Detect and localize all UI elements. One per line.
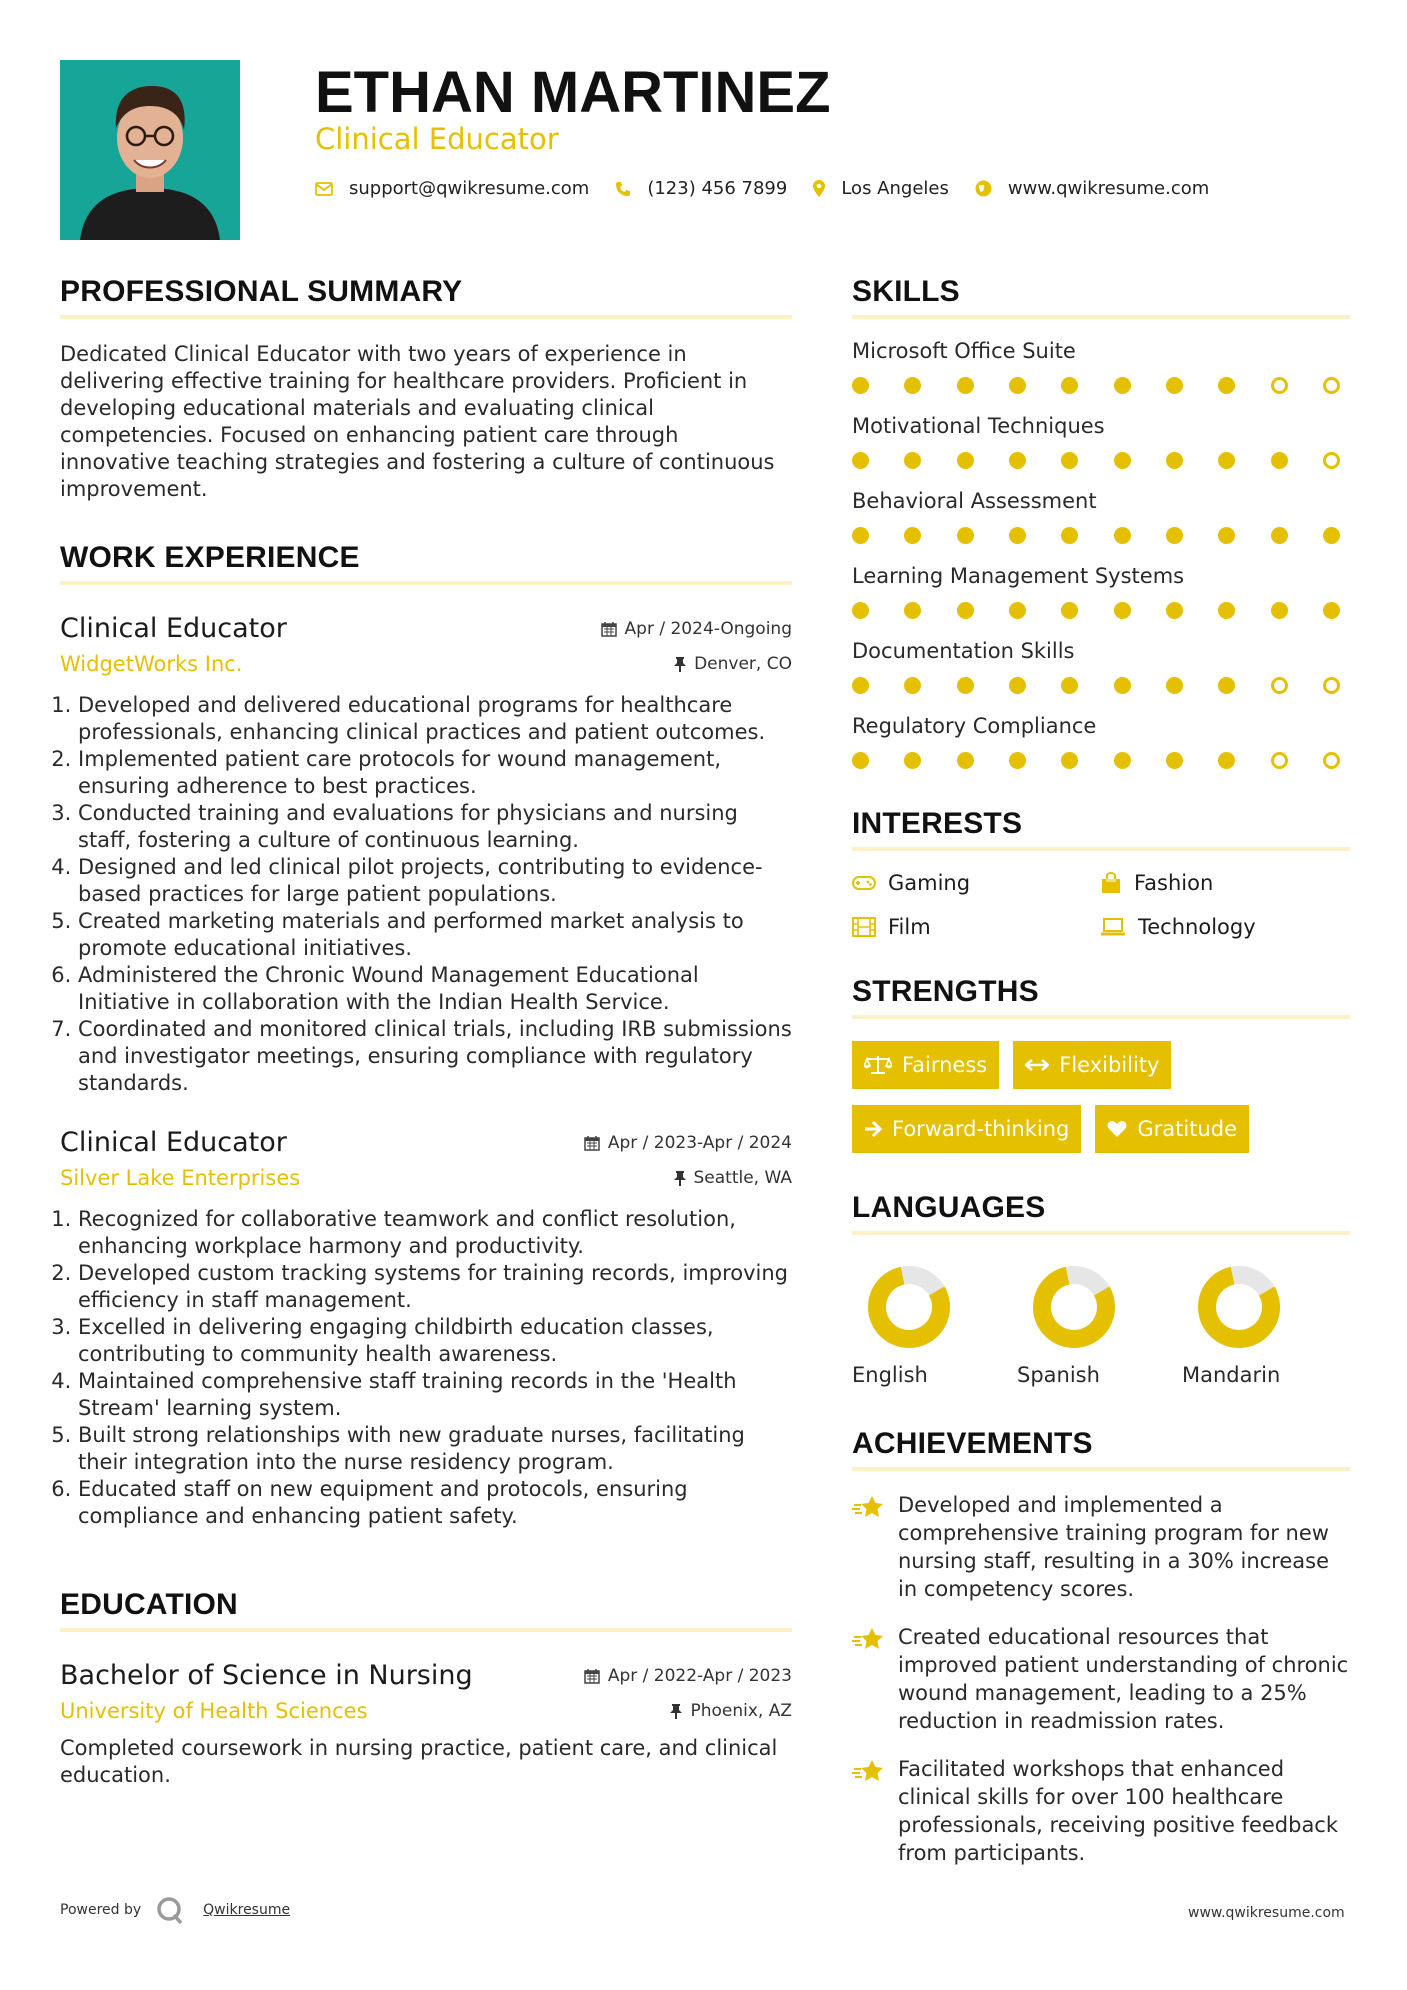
rating-dot-filled [1114, 377, 1131, 394]
rating-dot-filled [1218, 377, 1235, 394]
achievements-heading: ACHIEVEMENTS [852, 1427, 1350, 1471]
rating-dot-filled [1114, 677, 1131, 694]
pushpin-icon [674, 657, 686, 672]
list-item: 3. Conducted training and evaluations for physicians and nursing staff, fostering a culture of continuous learning. [78, 800, 792, 854]
job-title: Clinical Educator [60, 1127, 287, 1158]
arrow-right-icon [864, 1120, 882, 1138]
footer-powered-by [60, 1896, 290, 1924]
interests-heading: INTERESTS [852, 807, 1350, 851]
envelope-icon [315, 182, 333, 196]
job-date-text: Apr / 2024-Ongoing [624, 618, 792, 639]
skill-name: Documentation Skills [852, 639, 1075, 663]
skill-name: Regulatory Compliance [852, 714, 1097, 738]
rating-dot-filled [852, 677, 869, 694]
language-donut [867, 1265, 951, 1349]
skill-item [852, 639, 1350, 694]
rating-dot-filled [852, 527, 869, 544]
list-item: 7. Coordinated and monitored clinical trials, including IRB submissions and investigator meetings, ensuring compliance with regulatory standards. [78, 1016, 792, 1097]
list-item: 6. Administered the Chronic Wound Management Educational Initiative in collaboration with the Indian Health Service. [78, 962, 792, 1016]
rating-dot-filled [1061, 677, 1078, 694]
rating-dot-filled [1323, 602, 1340, 619]
skills-list [852, 339, 1350, 769]
skill-name: Motivational Techniques [852, 414, 1105, 438]
education-date [584, 1666, 792, 1686]
strengths-badges [852, 1041, 1350, 1169]
list-item: 6. Educated staff on new equipment and protocols, ensuring compliance and enhancing patient safety. [78, 1476, 792, 1530]
rating-dot-filled [904, 527, 921, 544]
candidate-name: ETHAN MARTINEZ [315, 60, 831, 125]
rating-dot-filled [852, 377, 869, 394]
map-marker-icon [813, 180, 825, 197]
strength-badge [1013, 1041, 1171, 1089]
interest-label: Technology [1138, 915, 1256, 939]
rating-dot-filled [1061, 377, 1078, 394]
skill-name: Learning Management Systems [852, 564, 1185, 588]
rating-dot-filled [957, 752, 974, 769]
interest-technology [1100, 915, 1340, 939]
strength-badge [1095, 1105, 1249, 1153]
language-item [852, 1265, 1017, 1387]
pushpin-icon [674, 1171, 686, 1186]
contact-email[interactable] [315, 178, 589, 199]
job-location [674, 654, 792, 674]
skill-item [852, 339, 1350, 394]
job-date [584, 1133, 792, 1153]
contact-phone-text: (123) 456 7899 [647, 178, 788, 199]
job-company: WidgetWorks Inc. [60, 652, 243, 676]
rating-dot-filled [1218, 677, 1235, 694]
rating-dot-filled [1271, 452, 1288, 469]
interest-gaming [852, 871, 1100, 895]
achievement-text: Facilitated workshops that enhanced clinical skills for over 100 healthcare professionals, receiving positive feedback from participants. [898, 1757, 1339, 1865]
rating-dot-filled [1166, 752, 1183, 769]
gamepad-icon [852, 875, 876, 891]
rating-dot-filled [1218, 452, 1235, 469]
strength-label: Flexibility [1059, 1053, 1160, 1077]
experience-heading: WORK EXPERIENCE [60, 541, 792, 585]
rating-dot-filled [904, 452, 921, 469]
list-item: 4. Designed and led clinical pilot projects, contributing to evidence-based practices for large patient populations. [78, 854, 792, 908]
rating-dot-empty [1271, 752, 1288, 769]
rating-dot-filled [1009, 452, 1026, 469]
interest-fashion [1100, 871, 1340, 895]
rating-dot-filled [957, 452, 974, 469]
rating-dot-empty [1323, 377, 1340, 394]
star-trophy-icon [852, 1495, 886, 1521]
list-item: 5. Built strong relationships with new graduate nurses, facilitating their integration into the nurse residency program. [78, 1422, 792, 1476]
interests-grid [852, 871, 1350, 939]
rating-dot-filled [852, 602, 869, 619]
languages-list [852, 1265, 1350, 1387]
heart-icon [1107, 1120, 1127, 1138]
rating-dot-filled [1061, 752, 1078, 769]
contact-website[interactable] [975, 178, 1209, 199]
contact-location-text: Los Angeles [841, 178, 949, 199]
rating-dot-filled [1166, 527, 1183, 544]
rating-dot-filled [1166, 677, 1183, 694]
rating-dot-filled [904, 752, 921, 769]
rating-dot-filled [852, 452, 869, 469]
rating-dot-filled [1218, 602, 1235, 619]
skill-name: Behavioral Assessment [852, 489, 1097, 513]
shopping-bag-icon [1100, 872, 1122, 894]
interest-label: Film [888, 915, 931, 939]
profile-photo [60, 60, 240, 240]
skill-name: Microsoft Office Suite [852, 339, 1076, 363]
degree-title: Bachelor of Science in Nursing [60, 1660, 473, 1691]
star-trophy-icon [852, 1759, 886, 1785]
rating-dot-filled [1114, 527, 1131, 544]
summary-text: Dedicated Clinical Educator with two years of experience in delivering effective training for healthcare providers. Proficient in developing educational materials and evaluating clinical competencies. Focused on enhancing patient care through innovative teaching strategies and fostering a culture of continuous improvement. [60, 342, 775, 501]
arrows-horizontal-icon [1025, 1058, 1049, 1072]
strength-badge [852, 1105, 1081, 1153]
job-1 [60, 613, 792, 1097]
skills-heading: SKILLS [852, 275, 1350, 319]
languages-heading: LANGUAGES [852, 1191, 1350, 1235]
language-donut [1197, 1265, 1281, 1349]
rating-dot-filled [1271, 602, 1288, 619]
rating-dot-filled [1218, 527, 1235, 544]
rating-dot-filled [1218, 752, 1235, 769]
skill-item [852, 489, 1350, 544]
skill-item [852, 414, 1350, 469]
rating-dot-empty [1323, 752, 1340, 769]
list-item: 4. Maintained comprehensive staff training records in the 'Health Stream' learning system. [78, 1368, 792, 1422]
pushpin-icon [670, 1704, 682, 1719]
education-heading: EDUCATION [60, 1588, 792, 1632]
right-column [852, 275, 1350, 1867]
education-location [670, 1701, 792, 1721]
powered-by-text: Powered by [60, 1902, 142, 1918]
skill-rating [852, 752, 1340, 769]
footer-url[interactable]: www.qwikresume.com [1188, 1905, 1345, 1921]
strength-label: Fairness [902, 1053, 988, 1077]
skill-rating [852, 452, 1340, 469]
achievements-list [852, 1491, 1350, 1867]
skill-rating [852, 602, 1340, 619]
list-item [852, 1623, 1350, 1735]
list-item: 3. Excelled in delivering engaging childbirth education classes, contributing to community health awareness. [78, 1314, 792, 1368]
job-title: Clinical Educator [60, 613, 287, 644]
rating-dot-filled [957, 377, 974, 394]
rating-dot-filled [852, 752, 869, 769]
rating-dot-filled [1009, 377, 1026, 394]
skill-rating [852, 377, 1340, 394]
list-item: 1. Developed and delivered educational programs for healthcare professionals, enhancing clinical practices and patient outcomes. [78, 692, 792, 746]
job-company: Silver Lake Enterprises [60, 1166, 301, 1190]
education-text: Completed coursework in nursing practice, patient care, and clinical education. [60, 1736, 778, 1787]
rating-dot-filled [957, 677, 974, 694]
job-location-text: Seattle, WA [693, 1168, 792, 1188]
rating-dot-filled [1009, 602, 1026, 619]
qwikresume-logo-icon [155, 1896, 185, 1924]
rating-dot-empty [1271, 677, 1288, 694]
globe-icon [975, 180, 992, 197]
candidate-title: Clinical Educator [315, 122, 559, 156]
list-item [852, 1491, 1350, 1603]
list-item [852, 1755, 1350, 1867]
contact-email-text: support@qwikresume.com [349, 178, 590, 199]
contact-location [813, 178, 949, 199]
rating-dot-filled [1114, 452, 1131, 469]
rating-dot-filled [1166, 452, 1183, 469]
rating-dot-filled [1009, 677, 1026, 694]
rating-dot-filled [1061, 527, 1078, 544]
interest-label: Fashion [1134, 871, 1214, 895]
strength-label: Gratitude [1137, 1117, 1237, 1141]
rating-dot-empty [1271, 377, 1288, 394]
summary-heading: PROFESSIONAL SUMMARY [60, 275, 792, 319]
interest-film [852, 915, 1100, 939]
calendar-icon [584, 1668, 600, 1684]
strengths-heading: STRENGTHS [852, 975, 1350, 1019]
strength-badge [852, 1041, 999, 1089]
language-name: English [852, 1363, 928, 1387]
rating-dot-filled [904, 377, 921, 394]
rating-dot-filled [1271, 527, 1288, 544]
rating-dot-filled [1009, 527, 1026, 544]
language-item [1017, 1265, 1182, 1387]
laptop-icon [1100, 918, 1126, 936]
list-item: 2. Developed custom tracking systems for training records, improving efficiency in staff management. [78, 1260, 792, 1314]
education-location-text: Phoenix, AZ [690, 1701, 792, 1721]
contact-phone[interactable] [615, 178, 787, 199]
job-bullets [60, 692, 792, 1097]
rating-dot-filled [957, 527, 974, 544]
job-location [674, 1168, 793, 1188]
film-icon [852, 917, 876, 937]
education-entry [60, 1660, 792, 1789]
phone-icon [615, 181, 631, 197]
achievement-text: Developed and implemented a comprehensive training program for new nursing staff, resulting in a 30% increase in competency scores. [898, 1493, 1329, 1601]
rating-dot-filled [1061, 602, 1078, 619]
school-name: University of Health Sciences [60, 1699, 368, 1723]
rating-dot-filled [904, 602, 921, 619]
list-item: 2. Implemented patient care protocols for wound management, ensuring adherence to best practices. [78, 746, 792, 800]
skill-rating [852, 527, 1340, 544]
rating-dot-empty [1323, 452, 1340, 469]
rating-dot-filled [1114, 752, 1131, 769]
interest-label: Gaming [888, 871, 971, 895]
job-location-text: Denver, CO [694, 654, 792, 674]
rating-dot-filled [1114, 602, 1131, 619]
contact-website-text: www.qwikresume.com [1007, 178, 1210, 199]
language-item [1182, 1265, 1347, 1387]
rating-dot-filled [957, 602, 974, 619]
language-donut [1032, 1265, 1116, 1349]
left-column [60, 275, 792, 1789]
strength-label: Forward-thinking [892, 1117, 1070, 1141]
balance-scale-icon [864, 1055, 892, 1075]
rating-dot-filled [1061, 452, 1078, 469]
rating-dot-filled [1009, 752, 1026, 769]
contact-bar [315, 178, 1235, 199]
rating-dot-filled [904, 677, 921, 694]
qwikresume-link[interactable]: Qwikresume [203, 1902, 291, 1918]
skill-item [852, 714, 1350, 769]
calendar-icon [584, 1135, 600, 1151]
job-bullets [60, 1206, 792, 1530]
job-date [601, 619, 792, 639]
skill-rating [852, 677, 1340, 694]
language-name: Spanish [1017, 1363, 1100, 1387]
achievement-text: Created educational resources that improved patient understanding of chronic wound management, leading to a 25% reduction in readmission rates. [898, 1625, 1349, 1733]
rating-dot-filled [1166, 377, 1183, 394]
rating-dot-empty [1323, 677, 1340, 694]
language-name: Mandarin [1182, 1363, 1281, 1387]
job-date-text: Apr / 2023-Apr / 2024 [607, 1132, 792, 1153]
list-item: 1. Recognized for collaborative teamwork and conflict resolution, enhancing workplace harmony and productivity. [78, 1206, 792, 1260]
calendar-icon [601, 621, 617, 637]
job-2 [60, 1127, 792, 1530]
star-trophy-icon [852, 1627, 886, 1653]
rating-dot-filled [1166, 602, 1183, 619]
list-item: 5. Created marketing materials and performed market analysis to promote educational initiatives. [78, 908, 792, 962]
education-date-text: Apr / 2022-Apr / 2023 [607, 1665, 792, 1686]
skill-item [852, 564, 1350, 619]
rating-dot-filled [1323, 527, 1340, 544]
